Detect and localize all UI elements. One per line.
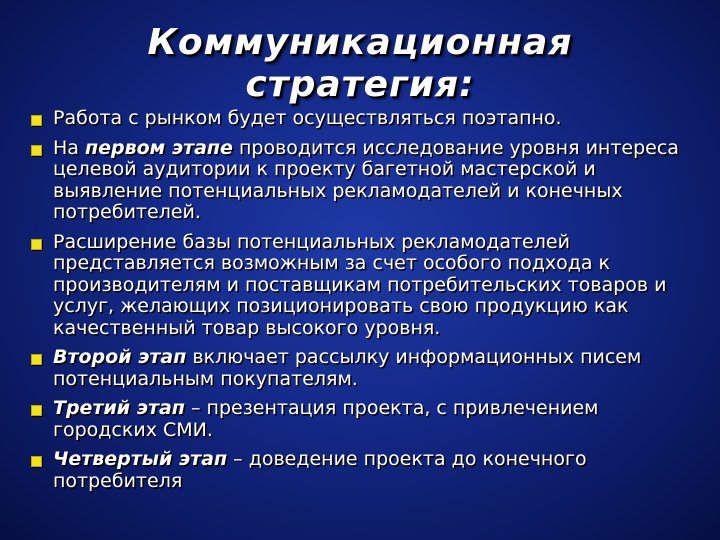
square-bullet-icon	[31, 239, 42, 250]
bullet-emphasis: Второй этап	[53, 346, 187, 368]
square-bullet-icon	[31, 405, 42, 416]
slide-title	[0, 22, 720, 106]
bullet-text: Работа с рынком будет осуществляться поэтапно.	[53, 107, 562, 129]
bullet-item-4	[30, 347, 696, 390]
square-bullet-icon	[31, 354, 42, 365]
bullet-emphasis: Третий этап	[53, 397, 185, 419]
bullet-text: включает рассылку информационных писем потенциальным покупателям.	[53, 346, 642, 390]
bullet-item-2	[30, 138, 696, 224]
bullet-emphasis: первом этапе	[84, 136, 233, 159]
bullet-emphasis: Четвертый этап	[53, 448, 228, 470]
bullet-list	[30, 108, 696, 500]
bullet-text-prefix: На	[53, 136, 85, 159]
bullet-text: – доведение проекта до конечного потребителя	[53, 448, 587, 492]
bullet-item-5	[30, 398, 696, 441]
slide-title-line-2: стратегия:	[245, 64, 475, 105]
bullet-item-6	[30, 449, 696, 492]
bullet-item-3	[30, 232, 696, 340]
bullet-text: – презентация проекта, с привлечением городских СМИ.	[53, 397, 599, 441]
bullet-text: проводится исследование уровня интереса целевой аудитории к проекту багетной мастерской и выявление потенциальных рекламодателей и конечных потребителей.	[53, 136, 679, 223]
square-bullet-icon	[31, 456, 42, 467]
slide-title-line-1: Коммуникационная	[147, 22, 573, 63]
bullet-item-1	[30, 108, 696, 130]
bullet-text: Расширение базы потенциальных рекламодателей представляется возможным за счет особого подхода к производителям и поставщикам потребительских товаров и услуг, желающих позиционировать свою продукцию как качественный товар высокого уровня.	[53, 230, 667, 339]
square-bullet-icon	[31, 115, 42, 126]
square-bullet-icon	[31, 145, 42, 156]
